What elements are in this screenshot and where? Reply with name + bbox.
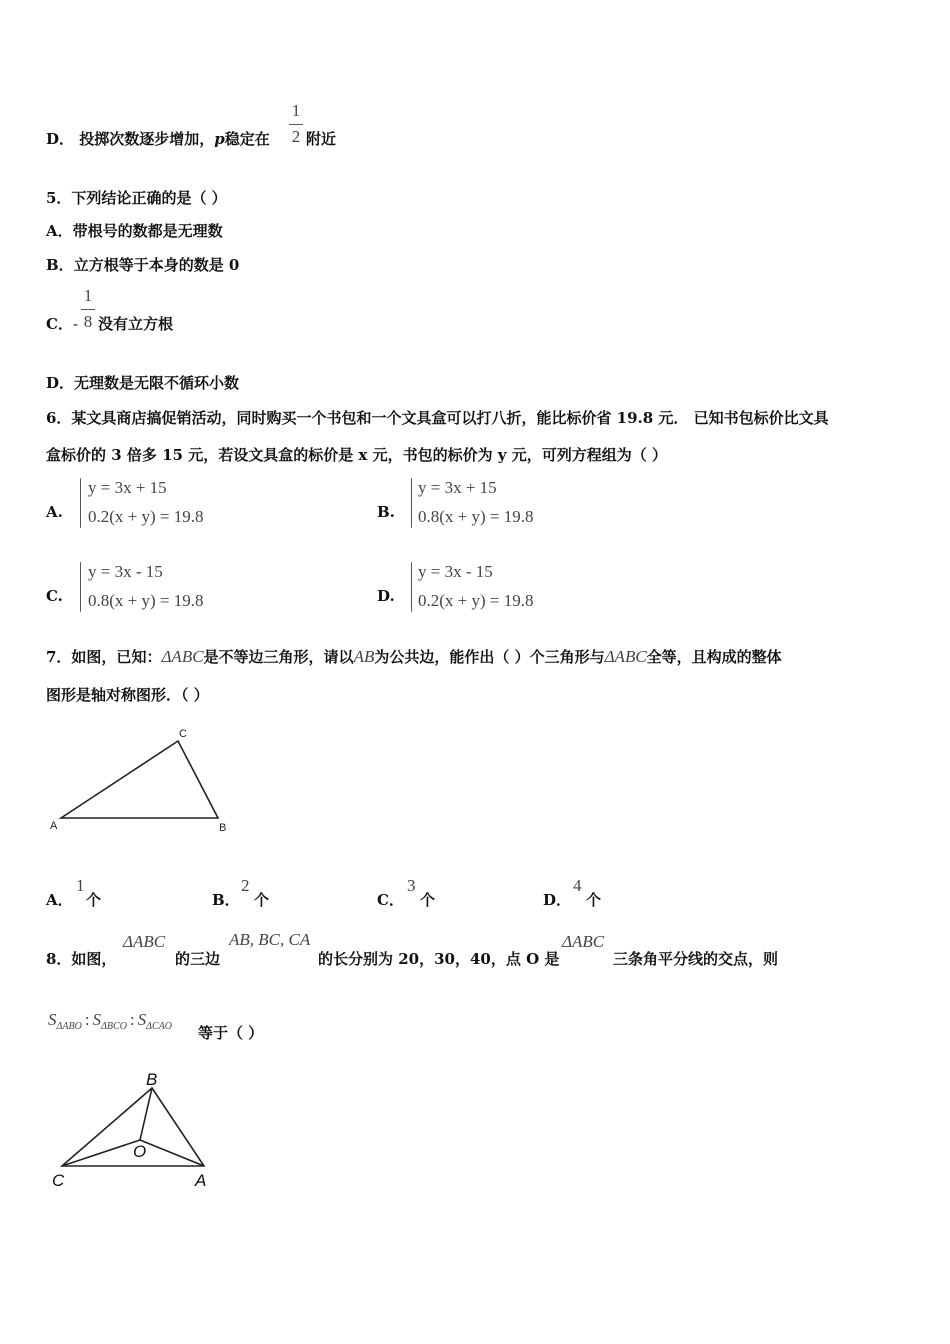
q7-option-a-letter: A． xyxy=(46,891,73,909)
q7-stem-line2: 图形是轴对称图形．（ ） xyxy=(46,686,209,704)
option-text: 投掷次数逐步增加， xyxy=(79,130,215,148)
option-letter: D． xyxy=(46,374,75,392)
q5-option-c xyxy=(46,313,78,334)
subscript: ΔABO xyxy=(56,1021,82,1032)
stem-text: 全等，且构成的整体 xyxy=(646,648,782,666)
fraction-numerator: 1 xyxy=(291,101,301,120)
q7-option-b-number: 2 xyxy=(241,876,250,895)
q8-stem-text: 的三边 xyxy=(175,950,221,968)
math-triangle-abc: ΔABC xyxy=(161,647,204,666)
equation: 0.8(x + y) = 19.8 xyxy=(88,591,204,610)
option-text: 立方根等于本身的数是 0 xyxy=(73,256,240,274)
vertex-label-b: B xyxy=(146,1070,158,1089)
colon: : xyxy=(129,1010,135,1029)
stem-text: 是不等边三角形，请以 xyxy=(203,648,354,666)
bisector-co xyxy=(62,1140,140,1166)
equation: y = 3x + 15 xyxy=(88,478,167,497)
subscript: ΔCAO xyxy=(146,1021,173,1032)
area-symbol: S xyxy=(92,1010,102,1029)
vertex-label-b: B xyxy=(219,822,227,834)
option-letter: B． xyxy=(46,256,74,274)
q6-option-b-letter: B. xyxy=(377,503,395,521)
stem-text: 7．如图，已知： xyxy=(46,648,162,666)
q7-option-c-unit: 个 xyxy=(420,891,436,909)
fraction-numerator: 1 xyxy=(83,286,93,305)
colon: : xyxy=(84,1010,90,1029)
math-triangle-abc: ΔABC xyxy=(123,932,166,951)
q7-option-d-unit: 个 xyxy=(586,891,602,909)
math-triangle-abc: ΔABC xyxy=(604,647,647,666)
q7-option-b-unit: 个 xyxy=(254,891,270,909)
subscript: ΔBCO xyxy=(101,1021,127,1032)
q5-stem: 5．下列结论正确的是（ ） xyxy=(46,189,227,207)
option-text: 稳定在 xyxy=(224,130,270,148)
option-text: 没有立方根 xyxy=(98,315,174,333)
area-symbol: S xyxy=(48,1010,57,1029)
option-letter: D． xyxy=(46,130,75,148)
q8-stem-tail: 等于（ ） xyxy=(198,1024,264,1042)
triangle-abc xyxy=(61,741,218,818)
variable-p: p xyxy=(214,130,225,148)
vertex-label-a: A xyxy=(195,1171,207,1190)
fraction-denominator: 2 xyxy=(291,127,301,146)
equation: 0.2(x + y) = 19.8 xyxy=(418,591,534,610)
area-ratio-expression xyxy=(48,1010,172,1032)
option-text-tail: 附近 xyxy=(306,130,337,148)
math-triangle-abc: ΔABC xyxy=(562,932,605,951)
math-sides: AB, BC, CA xyxy=(229,930,311,949)
math-ab: AB xyxy=(353,647,375,666)
q6-option-c-letter: C. xyxy=(46,587,63,605)
equation: 0.2(x + y) = 19.8 xyxy=(88,507,204,526)
q7-option-c-number: 3 xyxy=(407,876,416,895)
q7-stem-line1 xyxy=(46,646,782,667)
q7-triangle-figure xyxy=(46,722,246,837)
q8-stem-start: 8．如图， xyxy=(46,950,117,968)
brace xyxy=(80,562,81,612)
q8-stem-text: 的长分别为 20，30，40，点 O 是 xyxy=(318,950,560,968)
q5-option-a xyxy=(46,220,223,241)
minus-sign: - xyxy=(72,315,79,333)
q7-option-b-letter: B． xyxy=(212,891,240,909)
equation: y = 3x - 15 xyxy=(418,562,493,581)
equation: y = 3x + 15 xyxy=(418,478,497,497)
option-letter: A． xyxy=(46,222,73,240)
q5-option-b xyxy=(46,254,239,275)
q4-option-d xyxy=(46,128,270,149)
q7-option-c-letter: C． xyxy=(377,891,404,909)
option-text: 无理数是无限不循环小数 xyxy=(74,374,240,392)
fraction-denominator: 8 xyxy=(83,312,93,331)
brace xyxy=(80,478,81,528)
stem-text: 为公共边，能作出（ ）个三角形与 xyxy=(374,648,605,666)
vertex-label-a: A xyxy=(50,820,58,832)
q5-option-d xyxy=(46,372,239,393)
q8-triangle-figure xyxy=(46,1068,226,1193)
q8-stem-text: 三条角平分线的交点，则 xyxy=(613,950,779,968)
brace xyxy=(411,478,412,528)
q7-option-a-number: 1 xyxy=(76,876,85,895)
q7-option-d-letter: D． xyxy=(543,891,572,909)
area-symbol: S xyxy=(137,1010,147,1029)
point-label-o: O xyxy=(133,1142,147,1161)
equation: y = 3x - 15 xyxy=(88,562,163,581)
vertex-label-c: C xyxy=(52,1171,65,1190)
equation: 0.8(x + y) = 19.8 xyxy=(418,507,534,526)
q6-stem-line2: 盒标价的 3 倍多 15 元，若设文具盒的标价是 x 元，书包的标价为 y 元，可列方程组为（ ） xyxy=(46,446,667,464)
fraction-bar xyxy=(81,309,95,310)
vertex-label-c: C xyxy=(179,728,187,740)
option-text: 带根号的数都是无理数 xyxy=(72,222,223,240)
fraction-bar xyxy=(289,124,303,125)
brace xyxy=(411,562,412,612)
option-letter: C． xyxy=(46,315,73,333)
q7-option-d-number: 4 xyxy=(573,876,582,895)
q7-option-a-unit: 个 xyxy=(86,891,102,909)
q6-option-a-letter: A. xyxy=(46,503,63,521)
q6-option-d-letter: D. xyxy=(377,587,395,605)
q6-stem-line1: 6．某文具商店搞促销活动，同时购买一个书包和一个文具盒可以打八折，能比标价省 19.8 元． 已知书包标价比文具 xyxy=(46,409,829,427)
